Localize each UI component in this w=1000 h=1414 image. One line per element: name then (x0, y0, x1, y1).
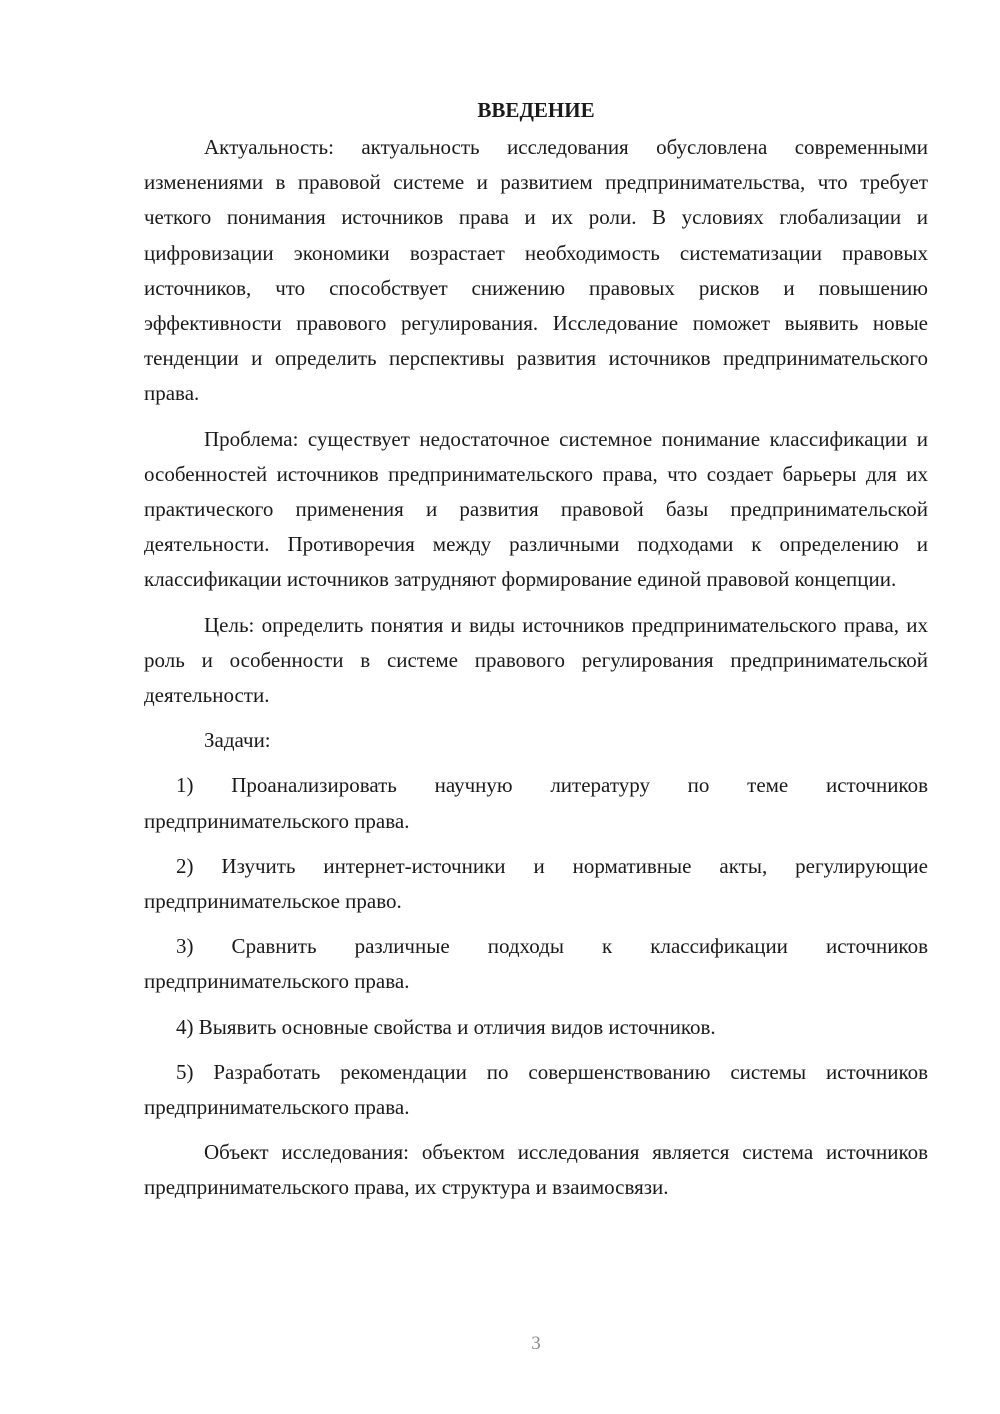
paragraph-object: Объект исследования: объектом исследования является система источников предпринимательского права, их структура и взаимосвязи. (144, 1140, 928, 1200)
task-item-4: 4) Выявить основные свойства и отличия видов источников. (176, 1014, 716, 1039)
section-heading: ВВЕДЕНИЕ (477, 98, 595, 122)
page-number: 3 (531, 1333, 541, 1354)
paragraph-goal: Цель: определить понятия и виды источников предпринимательского права, их роль и особенности в системе правового регулирования предпринимательской деятельности. (144, 612, 928, 708)
task-item-2: 2) Изучить интернет-источники и нормативные акты, регулирующие предпринимательское право. (144, 853, 928, 914)
task-item-5: 5) Разработать рекомендации по совершенствованию системы источников предпринимательского права. (144, 1059, 928, 1120)
page-content (144, 93, 928, 1216)
paragraph-problem: Проблема: существует недостаточное системное понимание классификации и особенностей источников предпринимательского права, что создает барьеры для их практического применения и развития правовой базы предпринимательской деятельности. Противоречия между различными подходами к определению и классификации источников затрудняют формирование единой правовой концепции. (144, 426, 928, 592)
paragraph-relevance: Актуальность: актуальность исследования обусловлена современными изменениями в правовой системе и развитием предпринимательства, что требует четкого понимания источников права и их роли. В условиях глобализации и цифровизации экономики возрастает необходимость систематизации правовых источников, что способствует снижению правовых рисков и повышению эффективности правового регулирования. Исследование поможет выявить новые тенденции и определить перспективы развития источников предпринимательского права. (144, 135, 928, 406)
task-item-1: 1) Проанализировать научную литературу по теме источников предпринимательского права. (144, 773, 928, 833)
paragraph-tasks-heading: Задачи: (204, 728, 271, 753)
task-item-3: 3) Сравнить различные подходы к классификации источников предпринимательского права. (144, 934, 928, 994)
